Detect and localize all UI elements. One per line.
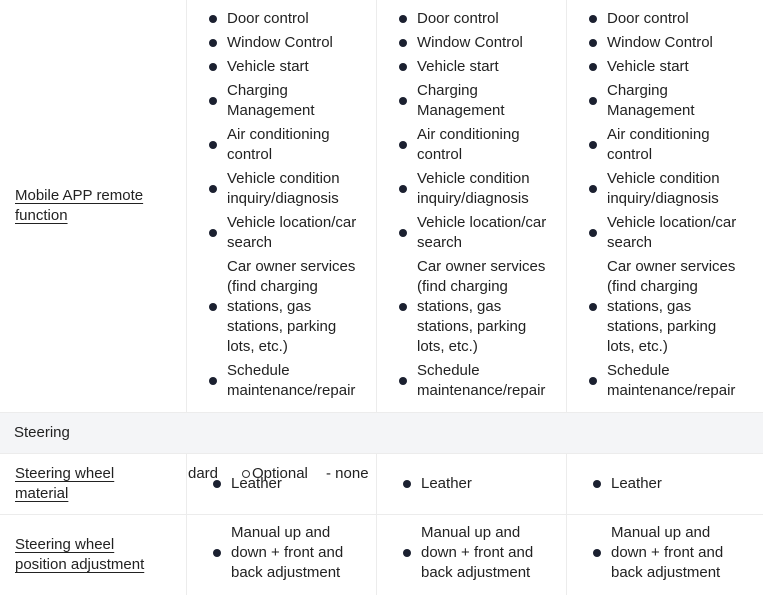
bullet-dot [209,97,217,105]
list-item [585,169,763,209]
legend-optional [242,465,326,483]
legend-none: - none [326,465,369,482]
value-cell [567,454,763,514]
bullet-dot [399,97,407,105]
feature-text: Schedule maintenance/repair [417,362,546,399]
row-label-steering-position[interactable]: Steering wheel position adjustment [15,536,145,573]
bullet-dot [593,549,601,557]
value-text: Manual up and down + front and back adjustment [421,524,534,581]
bullet-dot [209,15,217,23]
list-item [395,213,566,253]
bullet-dot [399,185,407,193]
list-item [585,57,763,77]
bullet-dot [209,229,217,237]
feature-text: Charging Management [607,82,695,119]
bullet-dot [399,63,407,71]
feature-text: Car owner services (find charging stations, gas stations, parking lots, etc.) [417,258,546,355]
feature-text: Vehicle start [607,58,689,75]
feature-text: Window Control [227,34,333,51]
section-header-steering [0,413,763,454]
feature-text: Door control [607,10,689,27]
bullet-dot [589,141,597,149]
bullet-dot [399,229,407,237]
bullet-dot [593,480,601,488]
feature-text: Window Control [417,34,523,51]
feature-text: Vehicle location/car search [417,214,547,251]
row-header-cell [0,515,187,595]
list-item [585,9,763,29]
list-item [205,169,376,209]
list-item [205,125,376,165]
feature-text: Air conditioning control [607,126,710,163]
bullet-dot [589,97,597,105]
bullet-dot [399,377,407,385]
list-item [395,33,566,53]
list-item [585,125,763,165]
feature-list [567,0,763,401]
table-row-steering-material [0,454,763,515]
list-item [205,33,376,53]
feature-text: Window Control [607,34,713,51]
list-item [395,169,566,209]
list-item [205,81,376,121]
bullet-dot [209,141,217,149]
bullet-dot [589,39,597,47]
feature-text: Vehicle start [417,58,499,75]
list-item [209,523,369,583]
hollow-circle-icon [242,470,250,478]
feature-text: Car owner services (find charging stations, gas stations, parking lots, etc.) [227,258,356,355]
feature-text: Charging Management [227,82,315,119]
feature-text: Vehicle location/car search [227,214,357,251]
feature-text: Schedule maintenance/repair [607,362,736,399]
bullet-dot [399,39,407,47]
row-header-cell [0,454,187,514]
row-label-mobile-app[interactable]: Mobile APP remote function [15,187,144,224]
feature-text: Vehicle start [227,58,309,75]
value-cell [567,0,763,412]
list-item [585,81,763,121]
bullet-dot [209,39,217,47]
feature-text: Vehicle location/car search [607,214,737,251]
feature-text: Vehicle condition inquiry/diagnosis [417,170,530,207]
row-header-cell [0,0,187,412]
list-item [205,257,376,357]
list-item [205,361,376,401]
bullet-dot [399,15,407,23]
list-item [395,9,566,29]
bullet-dot [209,303,217,311]
value-cell [377,0,567,412]
list-item [205,57,376,77]
value-cell [187,0,377,412]
value-cell [377,454,567,514]
list-item [395,361,566,401]
table-row-steering-position [0,515,763,595]
feature-list [377,0,566,401]
bullet-dot [589,377,597,385]
bullet-dot [403,549,411,557]
list-item [585,213,763,253]
bullet-dot [589,63,597,71]
list-item [395,125,566,165]
feature-text: Vehicle condition inquiry/diagnosis [227,170,340,207]
bullet-dot [209,185,217,193]
list-item [585,361,763,401]
bullet-dot [589,303,597,311]
feature-text: Air conditioning control [227,126,330,163]
bullet-dot [589,229,597,237]
feature-text: Charging Management [417,82,505,119]
section-title: Steering [14,424,70,441]
list-item [585,257,763,357]
bullet-dot [209,377,217,385]
legend-overlay [188,465,369,483]
row-label-steering-material[interactable]: Steering wheel material [15,465,115,502]
list-item [399,523,559,583]
bullet-dot [403,480,411,488]
legend-optional-text: Optional [252,465,308,482]
legend-standard: dard [188,465,219,482]
bullet-dot [399,303,407,311]
bullet-dot [209,63,217,71]
list-item [395,257,566,357]
list-item [585,33,763,53]
feature-text: Car owner services (find charging stations, gas stations, parking lots, etc.) [607,258,736,355]
bullet-dot [399,141,407,149]
feature-text: Door control [227,10,309,27]
bullet-dot [589,185,597,193]
feature-text: Schedule maintenance/repair [227,362,356,399]
value-text: Manual up and down + front and back adjustment [231,524,344,581]
list-item [399,474,472,494]
value-cell [187,454,377,514]
value-text: Manual up and down + front and back adjustment [611,524,724,581]
bullet-dot [213,549,221,557]
feature-text: Vehicle condition inquiry/diagnosis [607,170,720,207]
list-item [205,213,376,253]
value-cell [187,515,377,595]
list-item [395,81,566,121]
feature-list [187,0,376,401]
list-item [395,57,566,77]
value-cell [377,515,567,595]
value-text: Leather [231,475,282,492]
list-item [205,9,376,29]
feature-text: Air conditioning control [417,126,520,163]
value-cell [567,515,763,595]
feature-text: Door control [417,10,499,27]
bullet-dot [589,15,597,23]
value-text: Leather [611,475,662,492]
list-item [589,523,749,583]
list-item [589,474,662,494]
value-text: Leather [421,475,472,492]
